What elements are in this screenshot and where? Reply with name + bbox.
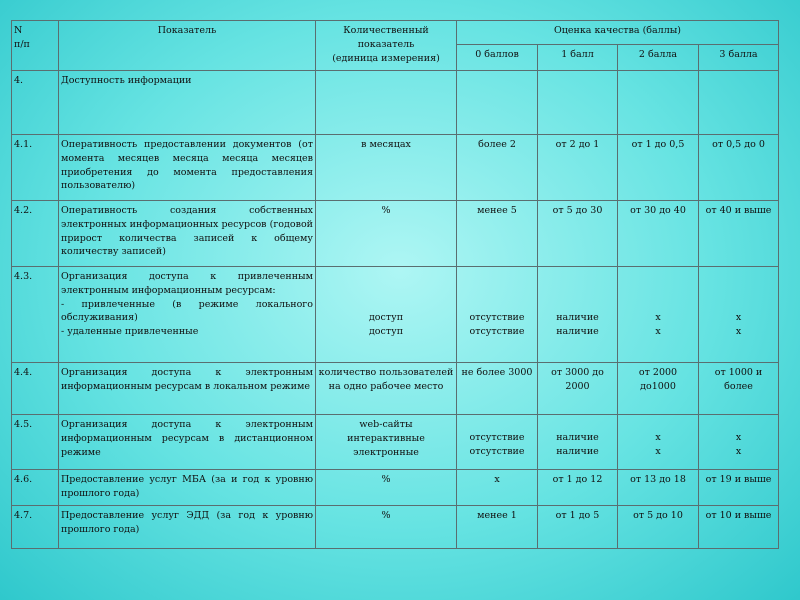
row-num: 4.5.	[12, 415, 59, 470]
row-num: 4.2.	[12, 201, 59, 267]
row-num: 4.1.	[12, 135, 59, 201]
row-score-0: х	[457, 470, 538, 506]
row-score-3: х х	[699, 267, 779, 363]
row-score-3: от 1000 и более	[699, 363, 779, 415]
row-score-1	[538, 71, 618, 135]
row-score-1: от 1 до 5	[538, 506, 618, 549]
row-num: 4.3.	[12, 267, 59, 363]
row-indicator: Оперативность создания собственных электронных информационных ресурсов (годовой прирост количества записей к общему количеству записей)	[59, 201, 316, 267]
table-row	[12, 415, 779, 470]
row-score-2: от 5 до 10	[618, 506, 699, 549]
table-row	[12, 506, 779, 549]
row-score-3: от 0,5 до 0	[699, 135, 779, 201]
table-row	[12, 201, 779, 267]
row-score-2: х х	[618, 267, 699, 363]
header-quant: Количественный показатель (единица измерения)	[316, 21, 457, 71]
row-indicator: Предоставление услуг МБА (за и год к уровню прошлого года)	[59, 470, 316, 506]
row-score-0: отсутствие отсутствие	[457, 267, 538, 363]
row-score-3: от 10 и выше	[699, 506, 779, 549]
row-score-1: от 2 до 1	[538, 135, 618, 201]
row-score-2	[618, 71, 699, 135]
row-score-2: от 30 до 40	[618, 201, 699, 267]
table-row	[12, 363, 779, 415]
row-unit: %	[316, 506, 457, 549]
row-score-1: от 5 до 30	[538, 201, 618, 267]
row-num: 4.7.	[12, 506, 59, 549]
table-row	[12, 135, 779, 201]
table-row	[12, 267, 779, 363]
row-score-1: наличие наличие	[538, 415, 618, 470]
table-row	[12, 470, 779, 506]
row-score-0: отсутствие отсутствие	[457, 415, 538, 470]
header-num: N п/п	[12, 21, 59, 71]
header-quality: Оценка качества (баллы)	[457, 21, 779, 45]
row-score-2: от 13 до 18	[618, 470, 699, 506]
header-score-3: 3 балла	[699, 45, 779, 71]
table-row	[12, 71, 779, 135]
row-unit: количество пользователей на одно рабочее место	[316, 363, 457, 415]
row-num: 4.6.	[12, 470, 59, 506]
row-unit: %	[316, 470, 457, 506]
row-score-1: от 3000 до 2000	[538, 363, 618, 415]
row-score-2: от 1 до 0,5	[618, 135, 699, 201]
row-indicator: Оперативность предоставлении документов (от момента месяцев месяца месяца месяцев приобретения до момента предоставления пользователю)	[59, 135, 316, 201]
row-indicator: Организация доступа к электронным информационным ресурсам в дистанционном режиме	[59, 415, 316, 470]
quality-table	[11, 20, 779, 549]
row-score-0	[457, 71, 538, 135]
row-score-3: от 19 и выше	[699, 470, 779, 506]
row-score-3	[699, 71, 779, 135]
row-unit: доступ доступ	[316, 267, 457, 363]
row-unit	[316, 71, 457, 135]
row-score-0: менее 1	[457, 506, 538, 549]
header-score-2: 2 балла	[618, 45, 699, 71]
row-unit: в месяцах	[316, 135, 457, 201]
row-indicator: Организация доступа к привлеченным электронным информационным ресурсам: - привлеченные (в режиме локального обслуживания) - удаленные привлеченные	[59, 267, 316, 363]
row-score-0: более 2	[457, 135, 538, 201]
row-unit: %	[316, 201, 457, 267]
row-score-2: от 2000 до1000	[618, 363, 699, 415]
row-num: 4.4.	[12, 363, 59, 415]
row-score-3: от 40 и выше	[699, 201, 779, 267]
row-score-1: от 1 до 12	[538, 470, 618, 506]
row-unit: web-сайты интерактивные электронные	[316, 415, 457, 470]
row-score-1: наличие наличие	[538, 267, 618, 363]
row-score-0: менее 5	[457, 201, 538, 267]
header-indicator: Показатель	[59, 21, 316, 71]
header-score-1: 1 балл	[538, 45, 618, 71]
row-indicator: Доступность информации	[59, 71, 316, 135]
row-indicator: Предоставление услуг ЭДД (за год к уровню прошлого года)	[59, 506, 316, 549]
row-score-3: х х	[699, 415, 779, 470]
row-indicator: Организация доступа к электронным информационным ресурсам в локальном режиме	[59, 363, 316, 415]
row-score-2: х х	[618, 415, 699, 470]
row-score-0: не более 3000	[457, 363, 538, 415]
header-score-0: 0 баллов	[457, 45, 538, 71]
row-num: 4.	[12, 71, 59, 135]
